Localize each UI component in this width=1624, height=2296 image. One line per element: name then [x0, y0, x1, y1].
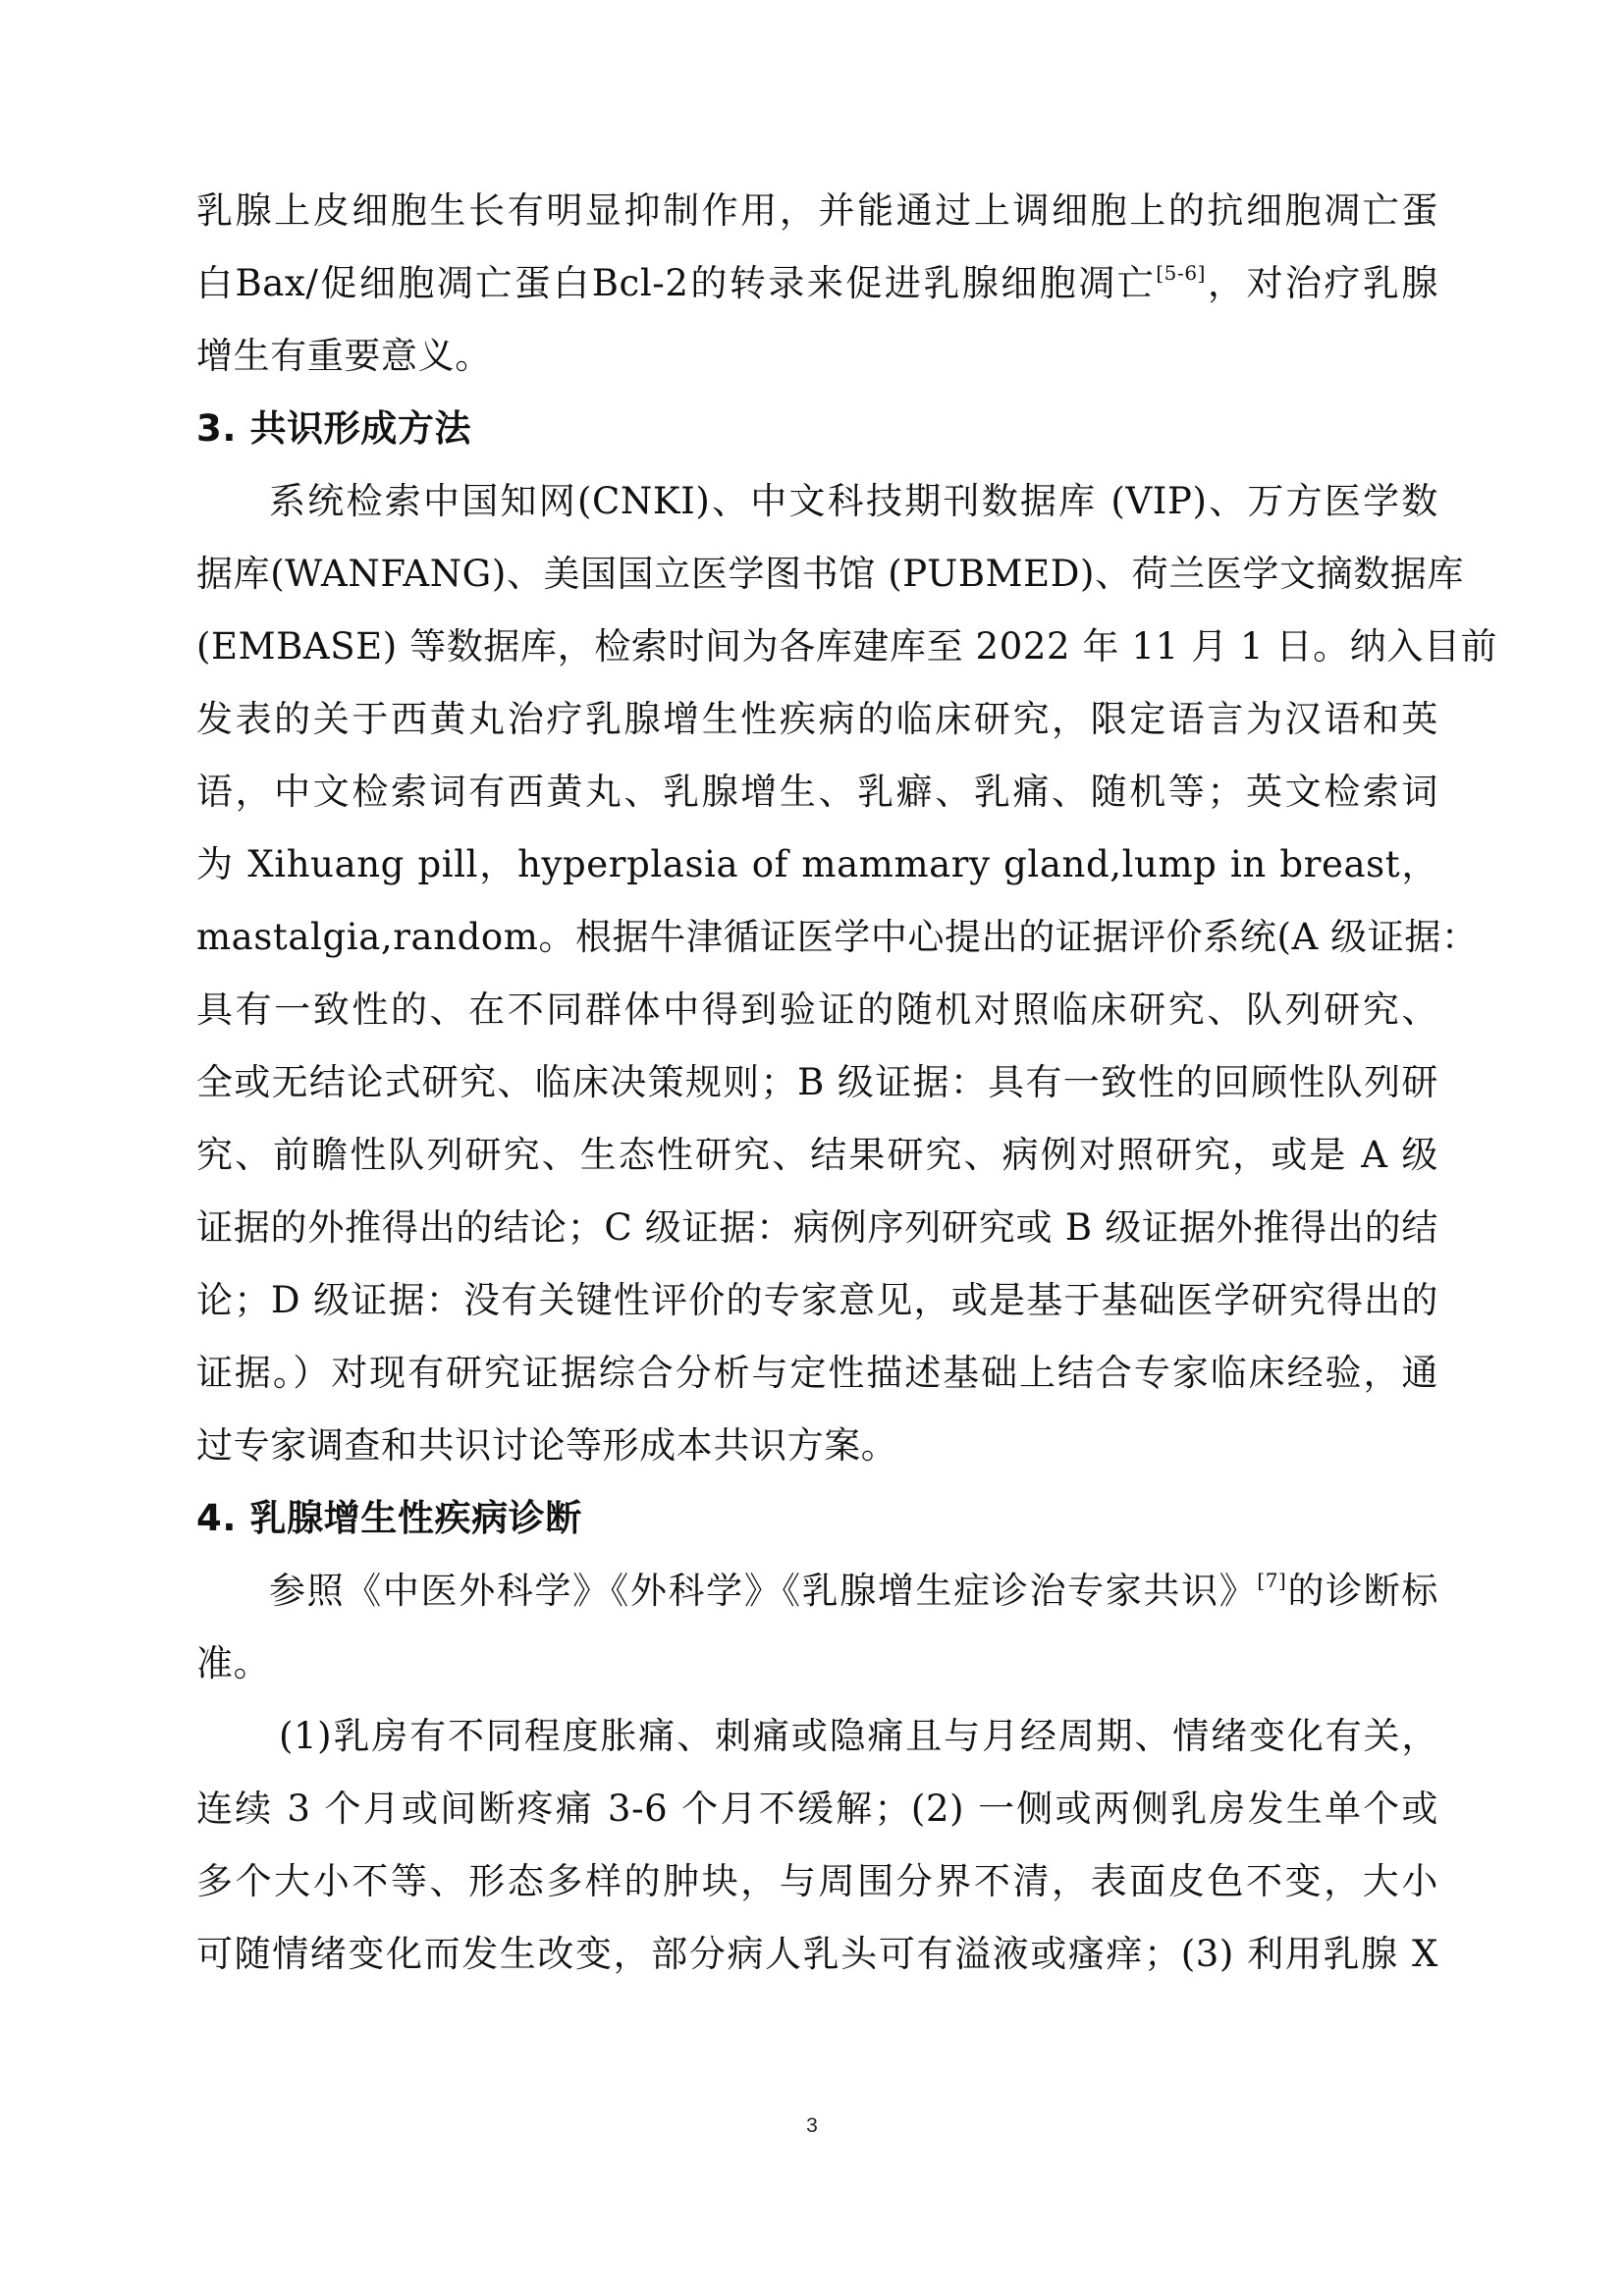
paragraph-line: 论；D 级证据：没有关键性评价的专家意见，或是基于基础医学研究得出的	[196, 1279, 1438, 1321]
paragraph-line: 具有一致性的、在不同群体中得到验证的随机对照临床研究、队列研究、	[196, 988, 1438, 1031]
text-span: 参照《中医外科学》《外科学》《乳腺增生症诊治专家共识》	[269, 1570, 1258, 1612]
page-number: 3	[806, 2114, 818, 2137]
text-span: ，对治疗乳腺	[1206, 262, 1438, 304]
paragraph-line: 系统检索中国知网(CNKI)、中文科技期刊数据库 (VIP)、万方医学数	[269, 480, 1438, 522]
text-span: 白Bax/促细胞凋亡蛋白Bcl-2的转录来促进乳腺细胞凋亡	[196, 262, 1157, 304]
paragraph-line: 多个大小不等、形态多样的肿块，与周围分界不清，表面皮色不变，大小	[196, 1860, 1438, 1902]
paragraph-line: 究、前瞻性队列研究、生态性研究、结果研究、病例对照研究，或是 A 级	[196, 1134, 1438, 1176]
paragraph-line: 发表的关于西黄丸治疗乳腺增生性疾病的临床研究，限定语言为汉语和英	[196, 698, 1438, 740]
text-span: 的诊断标	[1286, 1570, 1438, 1612]
section-heading-3: 3. 共识形成方法	[196, 407, 472, 450]
paragraph-line: (1)乳房有不同程度胀痛、刺痛或隐痛且与月经周期、情绪变化有关，	[279, 1715, 1438, 1757]
paragraph-line: 准。	[196, 1642, 271, 1684]
paragraph-line: 全或无结论式研究、临床决策规则；B 级证据：具有一致性的回顾性队列研	[196, 1061, 1438, 1103]
paragraph-line: 可随情绪变化而发生改变，部分病人乳头可有溢液或瘙痒；(3) 利用乳腺 X	[196, 1933, 1438, 1975]
paragraph-line	[196, 247, 1438, 320]
paragraph-line: 增生有重要意义。	[196, 335, 492, 377]
paragraph-line: mastalgia,random。根据牛津循证医学中心提出的证据评价系统(A 级证据：	[196, 916, 1479, 958]
citation-ref: [5-6]	[1156, 261, 1207, 285]
paragraph-line	[196, 1555, 1438, 1628]
paragraph-line: 连续 3 个月或间断疼痛 3-6 个月不缓解；(2) 一侧或两侧乳房发生单个或	[196, 1788, 1438, 1830]
paragraph-line: 语，中文检索词有西黄丸、乳腺增生、乳癖、乳痛、随机等；英文检索词	[196, 771, 1438, 813]
paragraph-line: 证据的外推得出的结论；C 级证据：病例序列研究或 B 级证据外推得出的结	[196, 1206, 1438, 1249]
paragraph-line: (EMBASE) 等数据库，检索时间为各库建库至 2022 年 11 月 1 日。纳入目前	[196, 625, 1498, 667]
paragraph-line: 为 Xihuang pill，hyperplasia of mammary gland,lump in breast，	[196, 843, 1438, 885]
paragraph-line: 证据。）对现有研究证据综合分析与定性描述基础上结合专家临床经验，通	[196, 1352, 1438, 1394]
paragraph-line: 据库(WANFANG)、美国国立医学图书馆 (PUBMED)、荷兰医学文摘数据库	[196, 553, 1465, 595]
citation-ref: [7]	[1257, 1569, 1287, 1592]
paragraph-line: 过专家调查和共识讨论等形成本共识方案。	[196, 1424, 898, 1467]
document-body	[196, 175, 1498, 1991]
paragraph-line: 乳腺上皮细胞生长有明显抑制作用，并能通过上调细胞上的抗细胞凋亡蛋	[196, 189, 1438, 232]
section-heading-4: 4. 乳腺增生性疾病诊断	[196, 1497, 582, 1539]
